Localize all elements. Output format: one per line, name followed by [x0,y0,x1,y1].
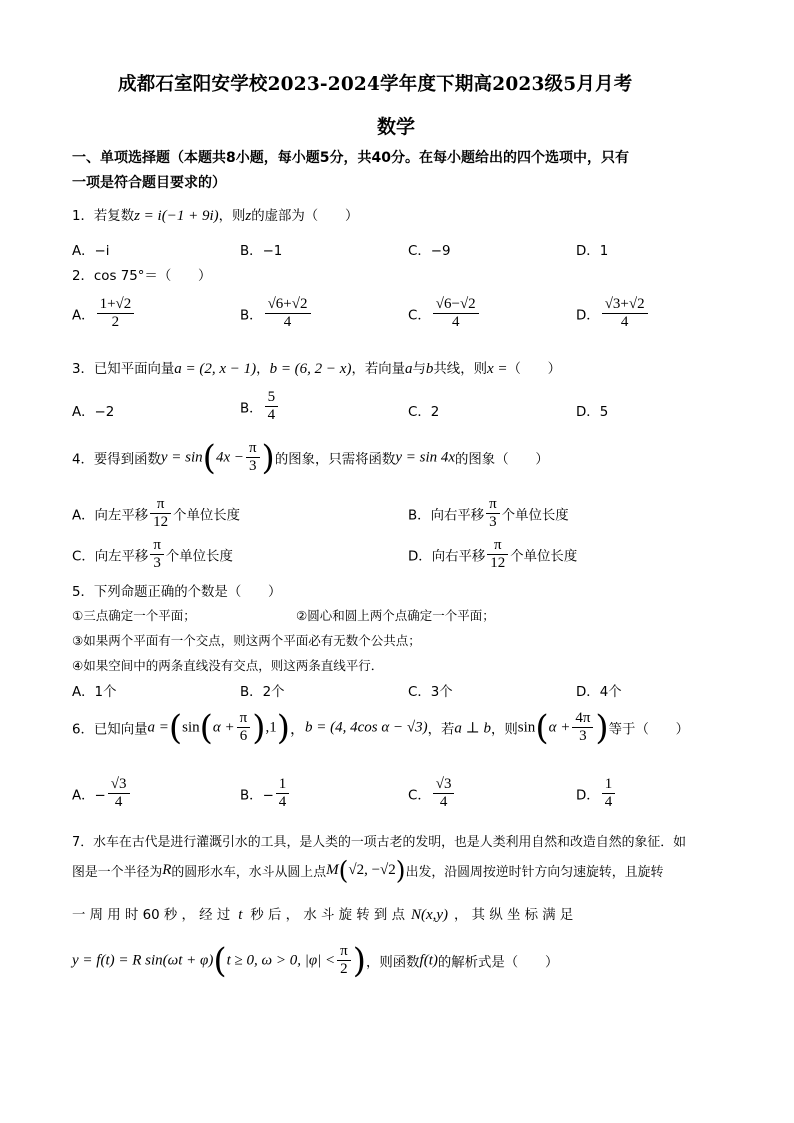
q6-inner-lparen: ( [199,707,213,748]
q3-option-b [240,389,280,425]
q4-option-c [72,537,233,573]
q4-c-num: π [150,537,164,555]
q2-b-label: B． [240,308,263,324]
question-7-line2 [72,858,663,883]
q4-d-den: 12 [490,555,506,572]
q4-c-den: 3 [153,555,161,572]
q4-stem-a: 4．要得到函数 [72,452,161,468]
q7-cond-rparen: ) [352,940,366,981]
q2-option-d [576,296,650,332]
q6-six: 6 [239,728,248,745]
q6-perp: a ⊥ b [454,720,492,737]
q7-M-coord: √2, −√2 [348,862,396,878]
q3-vector-a: a = (2, x − 1) [174,361,257,377]
q4-inner: 4x − [215,449,244,466]
q3-vector-b: b = (6, 2 − x) [269,361,352,377]
q7-tail-a: ，则函数 [365,955,420,971]
q3-a: a [405,361,413,377]
q4-fraction [246,440,260,476]
q4-d-text: D．向右平移 [408,549,486,565]
q6-option-c [408,776,456,812]
q6-b-eq: b = (4, 4cos α − √3) [305,719,428,736]
q6-alpha-plus2: α + [548,719,571,736]
q2-c-den: 4 [451,314,460,331]
q6-d-label: D． [576,788,600,804]
q6-d-den: 4 [604,794,613,811]
q7-pi: π [337,943,351,961]
q1-option-b: B．−1 [240,244,283,259]
q7-cond-lparen: ( [213,940,227,981]
q4-b-unit: 个单位长度 [501,508,569,524]
q4-b-num: π [486,496,500,514]
q2-option-b [240,296,313,332]
q2-d-fraction [602,296,648,332]
q6-stem-b: ，若 [427,722,455,738]
q5-option-c: C．3个 [408,685,453,700]
q4-b-den: 3 [489,514,497,531]
q4-pi: π [246,440,260,458]
q1-option-a: A．−i [72,244,110,259]
q3-x: x = [486,361,508,377]
q4-lparen: ( [202,437,216,478]
q3-stem-b: ，若向量 [351,362,406,377]
q2-c-num: √6−√2 [433,296,479,314]
q6-b-label: B．− [240,788,274,804]
q1-math: z = i(−1 + 9i) [134,208,219,224]
q2-b-fraction [265,296,311,332]
q6-stem-c: ，则 [491,722,518,738]
q2-d-label: D． [576,308,600,324]
q4-rparen: ) [261,437,275,478]
q4-c-fraction [150,537,164,573]
q4-c-text: C．向左平移 [72,549,149,565]
q6-three: 3 [579,728,587,745]
q3-option-c: C．2 [408,405,440,420]
q1-stem-b: ，则 [218,209,246,224]
q6-lparen2: ( [535,707,549,748]
q7-line2-c: 出发，沿圆周按逆时针方向匀速旋转，且旋转 [405,865,664,880]
q6-inner-rparen: ) [252,707,266,748]
q6-one: 1 [269,719,277,736]
q7-N: N(x,y) [410,907,449,923]
q6-option-a [72,776,132,812]
q1-stem-a: 1．若复数 [72,209,135,224]
q2-a-num: 1+√2 [97,296,135,314]
q4-stem-b: 的图象，只需将函数 [274,452,396,468]
q7-two: 2 [340,961,348,978]
q6-stem-a: 6．已知向量 [72,722,148,738]
q1-var: z [245,208,252,224]
q2-option-c [408,296,481,332]
q7-line3-b: 秒 后 ， 水 斗 旋 转 到 点 [250,908,405,923]
q7-t: t [238,907,243,923]
q6-option-b [240,776,291,812]
q6-alpha-plus: α + [212,719,235,736]
q3-b: b [425,361,434,377]
q6-4pi-over-3 [572,710,593,746]
q4-option-d [408,537,577,573]
q3-b-label: B． [240,401,263,417]
q6-outer-lparen: ( [168,707,183,748]
q2-option-a [72,296,136,332]
q2-b-num: √6+√2 [265,296,311,314]
q4-c-unit: 个单位长度 [165,549,233,565]
q3-stem-a: 3．已知平面向量 [72,362,175,377]
question-2: 2．cos 75°＝（ ） [72,269,212,284]
q3-b-num: 5 [265,389,279,407]
q1-stem-c: 的虚部为（ ） [251,209,359,224]
q7-pi-over-2 [337,943,351,979]
q6-stem-d: 等于（ ） [608,722,690,738]
q6-pi: π [237,710,251,728]
q3-sep: ， [256,362,270,377]
q5-statement-4: ④如果空间中的两条直线没有交点，则这两条直线平行． [72,658,384,673]
q3-b-fraction [265,389,279,425]
q3-stem-d: （ ） [507,362,562,377]
q4-func1: y = sin [160,449,203,466]
q7-m-lparen: ( [338,856,349,885]
q6-option-d [576,776,617,812]
q2-c-label: C． [408,308,431,324]
q2-a-fraction [97,296,135,332]
q2-a-label: A． [72,308,95,324]
exam-title: 成都石室阳安学校2023-2024学年度下期高2023级5月月考 [118,74,633,95]
q4-option-b [408,496,569,532]
q7-m-rparen: ) [395,856,406,885]
q3-stem-c: 共线，则 [433,362,487,377]
question-3 [72,358,561,378]
question-6: 6．已知向量a =(sin(α + $\frac{\pi}{6}$ ),1)，b = (4, 4cos α − √3)，若a ⊥ b，则sin(α + $\frac{4\pi}{3}$ )等于（ ） [72,707,690,748]
q6-c-den: 4 [439,794,448,811]
q6-c-label: C． [408,788,431,804]
q4-a-den: 12 [153,514,169,531]
question-7-line1: 7．水车在古代是进行灌溉引水的工具，是人类的一项古老的发明，也是人类利用自然和改造自然的象征．如 [72,835,687,850]
question-4 [72,437,549,478]
q6-rparen2: ) [595,707,609,748]
q4-func2: y = sin 4x [395,449,456,466]
q6-a-num: √3 [108,776,130,794]
q4-a-unit: 个单位长度 [173,508,241,524]
q7-func: y = f(t) = R sin(ωt + φ) [72,952,214,969]
subject-title: 数学 [377,116,416,138]
q2-a-den: 2 [111,314,120,331]
question-7-line3 [72,904,573,924]
q6-a-fraction [108,776,130,812]
section-heading-line1: 一、单项选择题（本题共8小题，每小题5分，共40分。在每小题给出的四个选项中，只有 [72,150,629,166]
q5-statement-3: ③如果两个平面有一个交点，则这两个平面必有无数个公共点； [72,633,421,648]
q6-c-fraction [433,776,455,812]
q6-b-fraction [276,776,290,812]
q4-d-num: π [487,537,508,555]
q7-M: M [326,862,339,878]
q5-option-d: D．4个 [576,685,622,700]
q6-d-fraction [602,776,616,812]
q6-a-den: 4 [114,794,123,811]
q6-pi-over-6 [237,710,251,746]
q6-b-den: 4 [278,794,287,811]
q4-b-text: B．向右平移 [408,508,485,524]
question-5: 5．下列命题正确的个数是（ ） [72,585,282,600]
q7-line3-a: 一 周 用 时 60 秒 ， 经 过 [72,908,231,923]
q6-d-num: 1 [602,776,616,794]
q4-a-fraction [150,496,171,532]
q4-stem-c: 的图象（ ） [455,452,549,468]
q4-d-fraction [487,537,508,573]
q3-yu: 与 [412,362,426,377]
q7-tail-b: 的解析式是（ ） [437,955,559,971]
q7-line2-a: 图是一个半径为 [72,865,163,880]
q5-option-b: B．2个 [240,685,285,700]
q4-three: 3 [249,458,257,475]
q4-a-num: π [150,496,171,514]
q7-R: R [162,862,172,878]
q1-option-d: D．1 [576,244,609,259]
q6-a-label: A．− [72,788,106,804]
q2-d-num: √3+√2 [602,296,648,314]
q1-option-c: C．−9 [408,244,451,259]
q6-sin: sin [182,719,200,736]
q6-a-eq: a = [147,719,169,736]
q5-option-a: A．1个 [72,685,117,700]
q5-statement-1: ①三点确定一个平面； [72,608,196,623]
q2-b-den: 4 [283,314,292,331]
question-1 [72,205,358,225]
q4-b-fraction [486,496,500,532]
q6-c-num: √3 [433,776,455,794]
q5-statement-2: ②圆心和圆上两个点确定一个平面； [296,608,495,623]
q2-d-den: 4 [620,314,629,331]
q3-option-d: D．5 [576,405,609,420]
q6-outer-rparen: ) [276,707,291,748]
q4-d-unit: 个单位长度 [510,549,578,565]
question-7-line4 [72,940,559,981]
q3-b-den: 4 [267,407,276,424]
q7-line2-b: 的圆形水车，水斗从圆上点 [171,865,327,880]
q6-b-num: 1 [276,776,290,794]
q4-a-text: A．向左平移 [72,508,149,524]
q7-cond: t ≥ 0, ω > 0, |φ| < [226,952,336,969]
section-heading-line2: 一项是符合题目要求的） [72,175,226,191]
q7-line3-c: ， 其 纵 坐 标 满 足 [454,908,574,923]
q2-c-fraction [433,296,479,332]
q7-ft: f(t) [419,952,438,969]
q6-fourpi: 4π [572,710,593,728]
q3-option-a: A．−2 [72,405,115,420]
q6-sin2: sin [517,719,536,736]
q4-option-a [72,496,240,532]
